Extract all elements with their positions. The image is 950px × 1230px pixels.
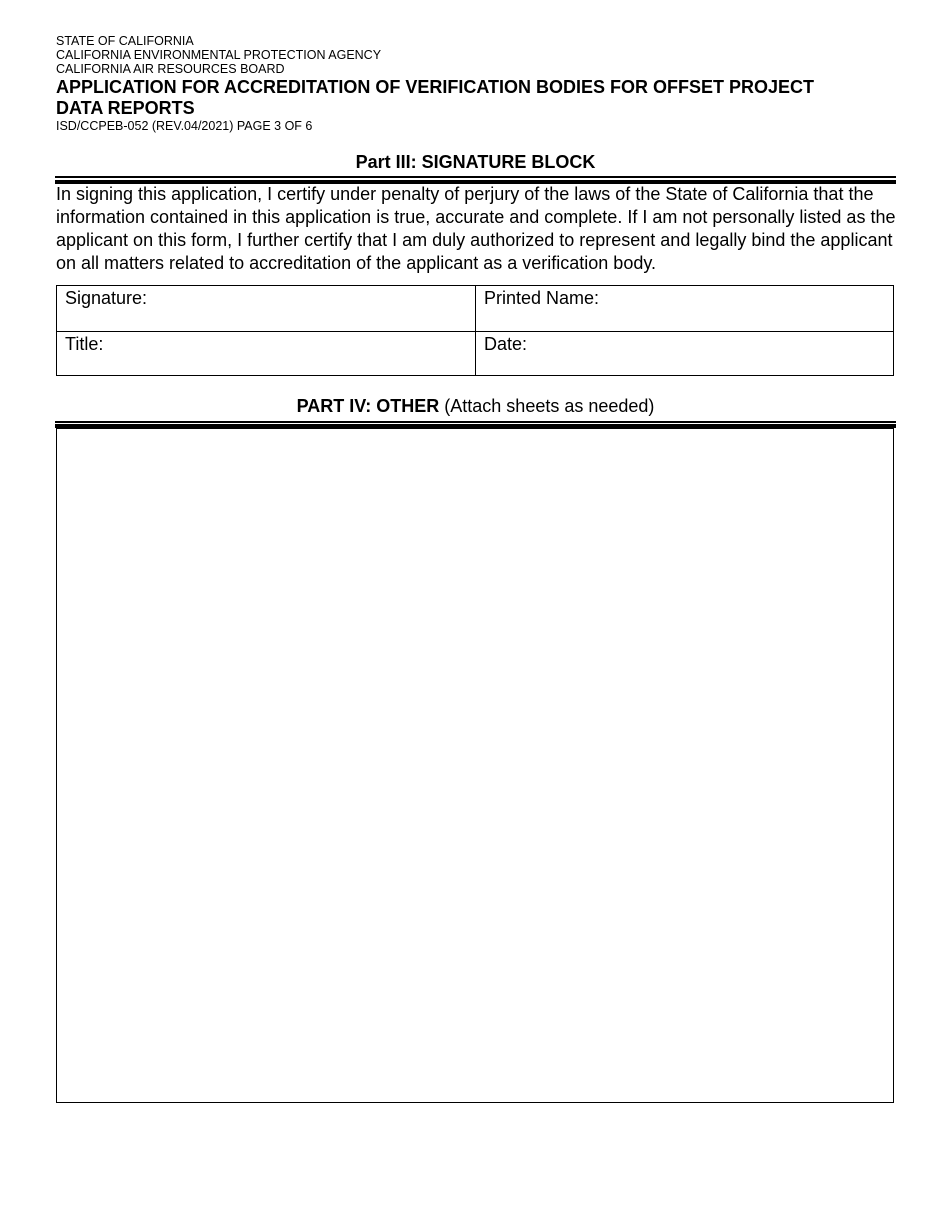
part3-heading: [56, 152, 895, 173]
certification-statement: In signing this application, I certify under penalty of perjury of the laws of the State of California that the information contained in this application is true, accurate and complete. If I am not personally listed as the applicant on this form, I further certify that I am duly authorized to represent and legally bind the applicant on all matters related to accreditation of the applicant as a verification body.: [56, 184, 896, 273]
part4-rule-top: [55, 421, 896, 423]
signature-label: Signature:: [65, 288, 148, 308]
date-label: Date:: [484, 334, 528, 354]
part4-heading-bold: PART IV: OTHER: [296, 396, 440, 416]
form-title: [56, 77, 896, 119]
date-field[interactable]: [476, 332, 893, 375]
part4-heading-note: (Attach sheets as needed): [444, 396, 655, 416]
title-field[interactable]: [57, 332, 475, 375]
printed-name-label: Printed Name:: [484, 288, 600, 308]
part3-rule-top: [55, 176, 896, 178]
signature-field[interactable]: [57, 286, 475, 331]
title-label: Title:: [65, 334, 104, 354]
state-name: STATE OF CALIFORNIA: [56, 34, 194, 48]
signature-table: [56, 285, 894, 376]
form-title-line1: APPLICATION FOR ACCREDITATION OF VERIFICATION BODIES FOR OFFSET PROJECT: [56, 77, 815, 97]
part3-heading-text: Part III: SIGNATURE BLOCK: [355, 152, 596, 172]
board-name: CALIFORNIA AIR RESOURCES BOARD: [56, 62, 285, 76]
other-information-textarea[interactable]: [56, 428, 894, 1103]
agency-name: CALIFORNIA ENVIRONMENTAL PROTECTION AGENCY: [56, 48, 382, 62]
part4-heading: [56, 396, 895, 417]
printed-name-field[interactable]: [476, 286, 893, 331]
form-id: ISD/CCPEB-052 (REV.04/2021) PAGE 3 OF 6: [56, 119, 313, 133]
form-title-line2: DATA REPORTS: [56, 98, 195, 118]
